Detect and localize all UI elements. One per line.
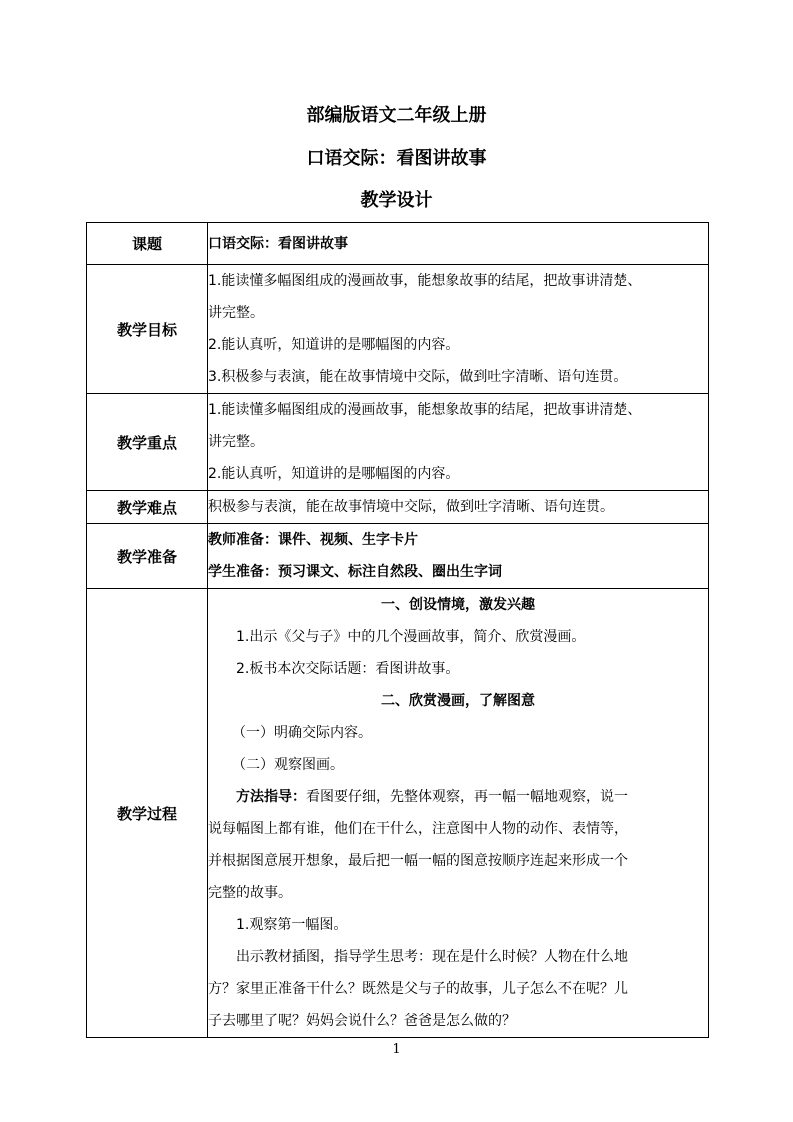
paragraph: 出示教材插图，指导学生思考：现在是什么时候？人物在什么地 xyxy=(236,949,628,965)
document-subtitle: 教学设计 xyxy=(360,190,433,211)
method-guidance xyxy=(208,781,708,813)
row-label-difficulties: 教学难点 xyxy=(87,491,208,524)
table-row-process xyxy=(87,589,709,1038)
section-heading: 二、欣赏漫画，了解图意 xyxy=(381,693,535,709)
key-point-line: 1.能读懂多幅图组成的漫画故事，能想象故事的结尾，把故事讲清楚、 xyxy=(208,402,642,418)
lesson-title: 口语交际：看图讲故事 xyxy=(306,148,487,169)
document-title: 部编版语文二年级上册 xyxy=(306,105,487,126)
method-text: 完整的故事。 xyxy=(208,885,292,901)
paragraph: 1.观察第一幅图。 xyxy=(236,917,348,933)
table-row-topic xyxy=(87,223,709,265)
method-text: 并根据图意展开想象，最后把一幅一幅的图意按顺序连起来形成一个 xyxy=(208,853,628,869)
topic-value: 口语交际：看图讲故事 xyxy=(208,223,709,265)
row-label-goals: 教学目标 xyxy=(87,265,208,394)
table-row-preparation xyxy=(87,524,709,589)
paragraph: 方？家里正准备干什么？既然是父与子的故事，儿子怎么不在呢？儿 xyxy=(208,981,628,997)
preparation-content xyxy=(208,524,709,589)
row-label-process: 教学过程 xyxy=(87,589,208,1038)
method-text: 看图要仔细，先整体观察，再一幅一幅地观察，说一 xyxy=(306,789,628,805)
table-row-key-points xyxy=(87,394,709,491)
row-label-topic: 课题 xyxy=(87,223,208,265)
difficulties-value: 积极参与表演，能在故事情境中交际，做到吐字清晰、语句连贯。 xyxy=(208,491,709,524)
goal-line: 2.能认真听，知道讲的是哪幅图的内容。 xyxy=(208,337,460,353)
goal-line: 1.能读懂多幅图组成的漫画故事，能想象故事的结尾，把故事讲清楚、 xyxy=(208,273,642,289)
paragraph: 1.出示《父与子》中的几个漫画故事，简介、欣赏漫画。 xyxy=(236,629,586,645)
method-text: 说每幅图上都有谁，他们在干什么，注意图中人物的动作、表情等， xyxy=(208,821,628,837)
section-heading: 一、创设情境，激发兴趣 xyxy=(381,597,535,613)
key-point-line: 讲完整。 xyxy=(208,434,264,450)
row-label-preparation: 教学准备 xyxy=(87,524,208,589)
lesson-plan-table xyxy=(86,222,709,1038)
student-preparation: 学生准备：预习课文、标注自然段、圈出生字词 xyxy=(208,564,502,580)
teacher-preparation: 教师准备：课件、视频、生字卡片 xyxy=(208,532,418,548)
goal-line: 讲完整。 xyxy=(208,305,264,321)
page-number: 1 xyxy=(392,1042,401,1057)
table-row-goals xyxy=(87,265,709,394)
method-label: 方法指导： xyxy=(236,789,306,805)
key-point-line: 2.能认真听，知道讲的是哪幅图的内容。 xyxy=(208,466,460,482)
paragraph: （二）观察图画。 xyxy=(232,757,344,773)
process-content xyxy=(208,589,709,1038)
table-row-difficulties xyxy=(87,491,709,524)
paragraph: 子去哪里了呢？妈妈会说什么？爸爸是怎么做的？ xyxy=(208,1013,516,1029)
goals-content xyxy=(208,265,709,394)
paragraph: （一）明确交际内容。 xyxy=(232,725,372,741)
row-label-key-points: 教学重点 xyxy=(87,394,208,491)
paragraph: 2.板书本次交际话题：看图讲故事。 xyxy=(236,661,460,677)
goal-line: 3.积极参与表演，能在故事情境中交际，做到吐字清晰、语句连贯。 xyxy=(208,369,628,385)
key-points-content xyxy=(208,394,709,491)
